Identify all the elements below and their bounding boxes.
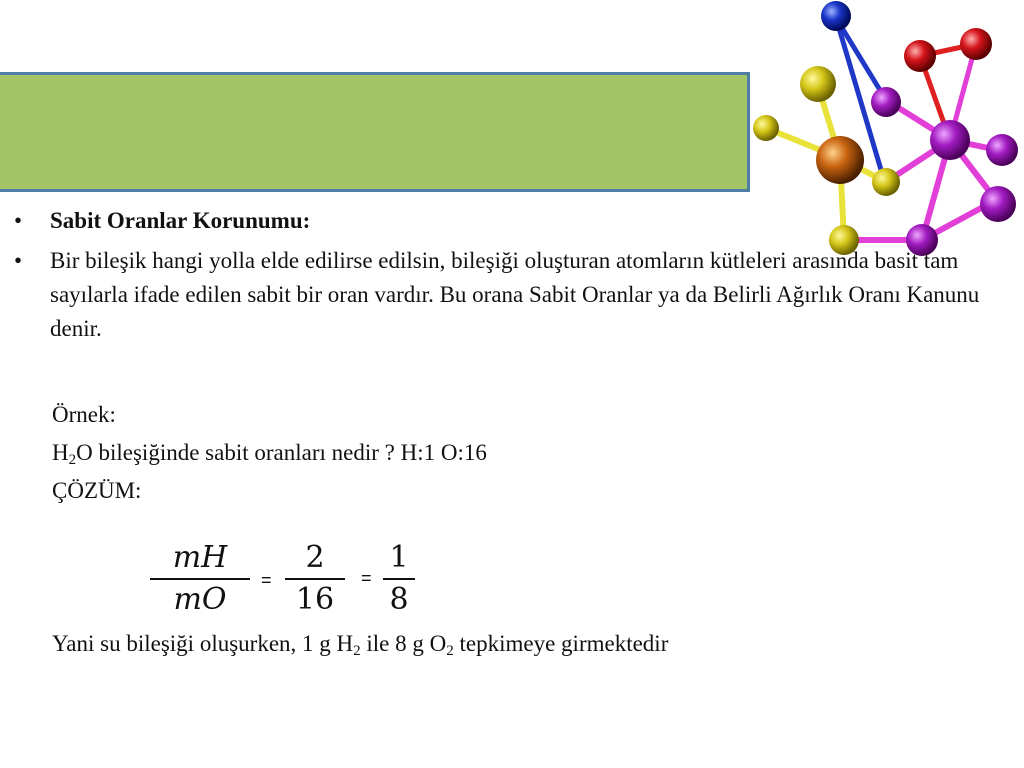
ratio-formula xyxy=(145,540,435,620)
atomic-numerator: 2 xyxy=(305,540,325,575)
answer-part: ile 8 g O xyxy=(360,631,447,656)
bullet-list xyxy=(14,204,1014,352)
equals-sign: = xyxy=(361,568,372,588)
mass-ratio-fraction xyxy=(150,540,250,618)
simplified-fraction xyxy=(383,540,415,618)
question-rest: O bileşiğinde sabit oranları nedir ? H:1 O:16 xyxy=(76,440,487,465)
bullet-item-law xyxy=(14,204,1014,238)
answer-sentence xyxy=(52,627,668,661)
law-heading: Sabit Oranlar Korunumu: xyxy=(50,208,311,233)
atomic-denominator: 16 xyxy=(295,582,335,617)
example-block xyxy=(52,396,487,510)
fraction-bar xyxy=(285,578,345,580)
title-band xyxy=(0,72,750,192)
example-label: Örnek: xyxy=(52,402,116,427)
answer-subscript: 2 xyxy=(353,643,361,659)
mass-h-numerator: mH xyxy=(172,540,228,575)
bullet-item-definition xyxy=(14,244,1014,346)
equals-sign: = xyxy=(261,570,272,590)
answer-subscript: 2 xyxy=(446,643,454,659)
fraction-bar xyxy=(383,578,415,580)
answer-part: tepkimeye girmektedir xyxy=(453,631,669,656)
solution-label: ÇÖZÜM: xyxy=(52,478,142,503)
atomic-ratio-fraction xyxy=(285,540,345,618)
simplified-denominator: 8 xyxy=(389,582,409,617)
example-question xyxy=(52,434,487,472)
mass-o-denominator: mO xyxy=(173,582,227,617)
question-prefix: H xyxy=(52,440,69,465)
bullet-icon: • xyxy=(14,248,23,273)
fraction-bar xyxy=(150,578,250,580)
question-subscript: 2 xyxy=(68,452,77,468)
law-definition: Bir bileşik hangi yolla elde edilirse edilsin, bileşiği oluşturan atomların kütleleri arasında basit tam sayılarla ifade edilen sabit bir oran vardır. Bu orana Sabit Oranlar ya da Belirli Ağırlık Oranı Kanunu denir. xyxy=(50,248,980,341)
bullet-icon: • xyxy=(14,208,23,233)
simplified-numerator: 1 xyxy=(389,540,409,575)
answer-part: Yani su bileşiği oluşurken, 1 g H xyxy=(52,631,354,656)
